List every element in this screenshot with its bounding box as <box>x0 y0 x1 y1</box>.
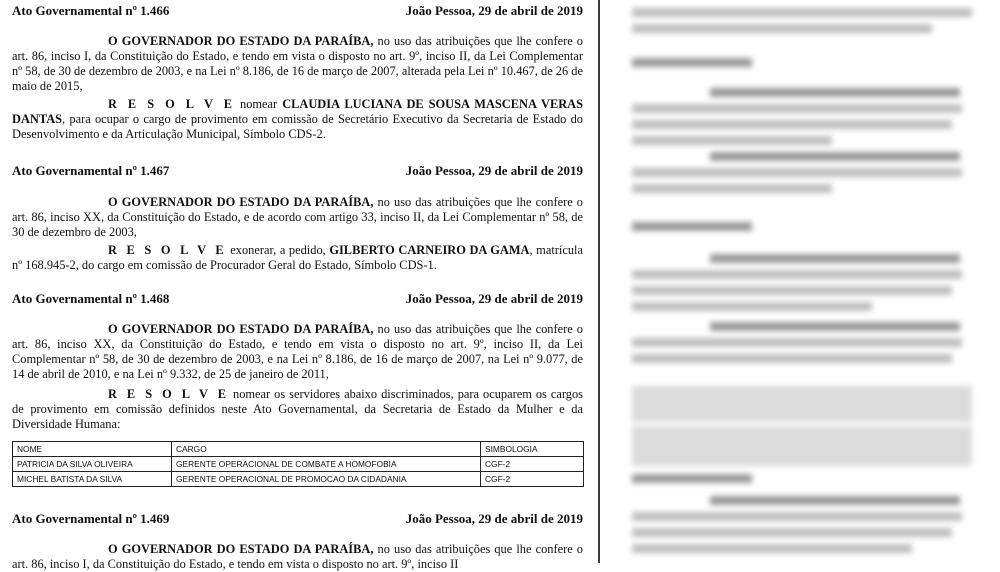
appointments-table <box>12 441 584 487</box>
governor-heading: O GOVERNADOR DO ESTADO DA PARAÍBA, <box>108 542 374 556</box>
column-header: CARGO <box>172 442 481 457</box>
act-date: João Pessoa, 29 de abril de 2019 <box>405 291 583 306</box>
act-number: Ato Governamental nº 1.466 <box>12 3 170 18</box>
act-date: João Pessoa, 29 de abril de 2019 <box>405 3 583 18</box>
column-header: NOME <box>13 442 172 457</box>
table-cell: CGF-2 <box>481 457 584 472</box>
act-body <box>12 34 583 94</box>
governor-heading: O GOVERNADOR DO ESTADO DA PARAÍBA, <box>108 195 374 209</box>
act-date: João Pessoa, 29 de abril de 2019 <box>405 163 583 178</box>
table-cell: MICHEL BATISTA DA SILVA <box>13 472 172 487</box>
act-intro: no uso das atribuições que lhe confere o art. 86, inciso XX, da Constituição do Estado, e de acordo com artigo 33, inciso II, da Lei Complementar nº 58, de 30 de dezembro de 2003, <box>12 195 583 240</box>
act-intro: no uso das atribuições que lhe confere o art. 86, inciso I, da Constituição do Estado, e tendo em vista o disposto no art. 9º, inciso II <box>12 542 583 572</box>
act-header <box>12 511 583 531</box>
person-name: CLAUDIA LUCIANA DE SOUSA MASCENA VERAS DANTAS <box>12 97 583 127</box>
governor-heading: O GOVERNADOR DO ESTADO DA PARAÍBA, <box>108 322 374 336</box>
act-resolution <box>12 97 583 142</box>
table-cell: GERENTE OPERACIONAL DE PROMOCAO DA CIDADANIA <box>172 472 481 487</box>
act-header <box>12 3 583 23</box>
act-header <box>12 291 583 311</box>
resolve-word: R E S O L V E <box>108 97 236 111</box>
act-date: João Pessoa, 29 de abril de 2019 <box>405 511 583 526</box>
table-row <box>13 457 584 472</box>
act-number: Ato Governamental nº 1.469 <box>12 511 170 526</box>
governor-heading: O GOVERNADOR DO ESTADO DA PARAÍBA, <box>108 34 374 48</box>
table-cell: PATRICIA DA SILVA OLIVEIRA <box>13 457 172 472</box>
resolve-rest: nomear os servidores abaixo discriminados, para ocuparem os cargos de provimento em comissão definidos neste Ato Governamental, da Secretaria de Estado da Mulher e da Diversidade Humana: <box>12 387 583 432</box>
table-cell: CGF-2 <box>481 472 584 487</box>
act-number: Ato Governamental nº 1.468 <box>12 291 170 306</box>
resolve-rest: , matrícula nº 168.945-2, do cargo em comissão de Procurador Geral do Estado, Símbolo CDS-1. <box>12 243 583 273</box>
resolve-word: R E S O L V E <box>108 243 227 257</box>
resolve-word: R E S O L V E <box>108 387 230 401</box>
act-number: Ato Governamental nº 1.467 <box>12 163 170 178</box>
table-header-row <box>13 442 584 457</box>
resolve-action: nomear <box>240 97 278 111</box>
person-name: GILBERTO CARNEIRO DA GAMA <box>329 243 530 257</box>
act-body <box>12 195 583 240</box>
column-header: SIMBOLOGIA <box>481 442 584 457</box>
act-resolution <box>12 387 583 432</box>
table-row <box>13 472 584 487</box>
act-body <box>12 322 583 382</box>
blurred-right-column <box>600 0 1000 563</box>
resolve-rest: , para ocupar o cargo de provimento em comissão de Secretário Executivo da Secretaria de Estado do Desenvolvimento e da Articulação Municipal, Símbolo CDS-2. <box>12 112 583 142</box>
act-header <box>12 163 583 183</box>
act-intro: no uso das atribuições que lhe confere o art. 86, inciso XX, da Constituição do Estado, e tendo em vista o disposto no art. 9º, inciso II, da Lei Complementar nº 58, de 30 de dezembro de 2003, e na Lei nº 8.186, de 16 de março de 2007, na Lei nº 9.077, de 14 de abril de 2010, e na Lei nº 9.332, de 25 de janeiro de 2011, <box>12 322 583 382</box>
act-intro: no uso das atribuições que lhe confere o art. 86, inciso I, da Constituição do Estado, e tendo em vista o disposto no art. 9º, inciso II, da Lei Complementar nº 58, de 30 de dezembro de 2003, e na Lei nº 8.186, de 16 de março de 2007, alterada pela Lei nº 10.467, de 26 de maio de 2015, <box>12 34 583 94</box>
act-body <box>12 542 583 572</box>
resolve-action: exonerar, a pedido, <box>230 243 326 257</box>
act-resolution <box>12 243 583 273</box>
table-cell: GERENTE OPERACIONAL DE COMBATE A HOMOFOBIA <box>172 457 481 472</box>
